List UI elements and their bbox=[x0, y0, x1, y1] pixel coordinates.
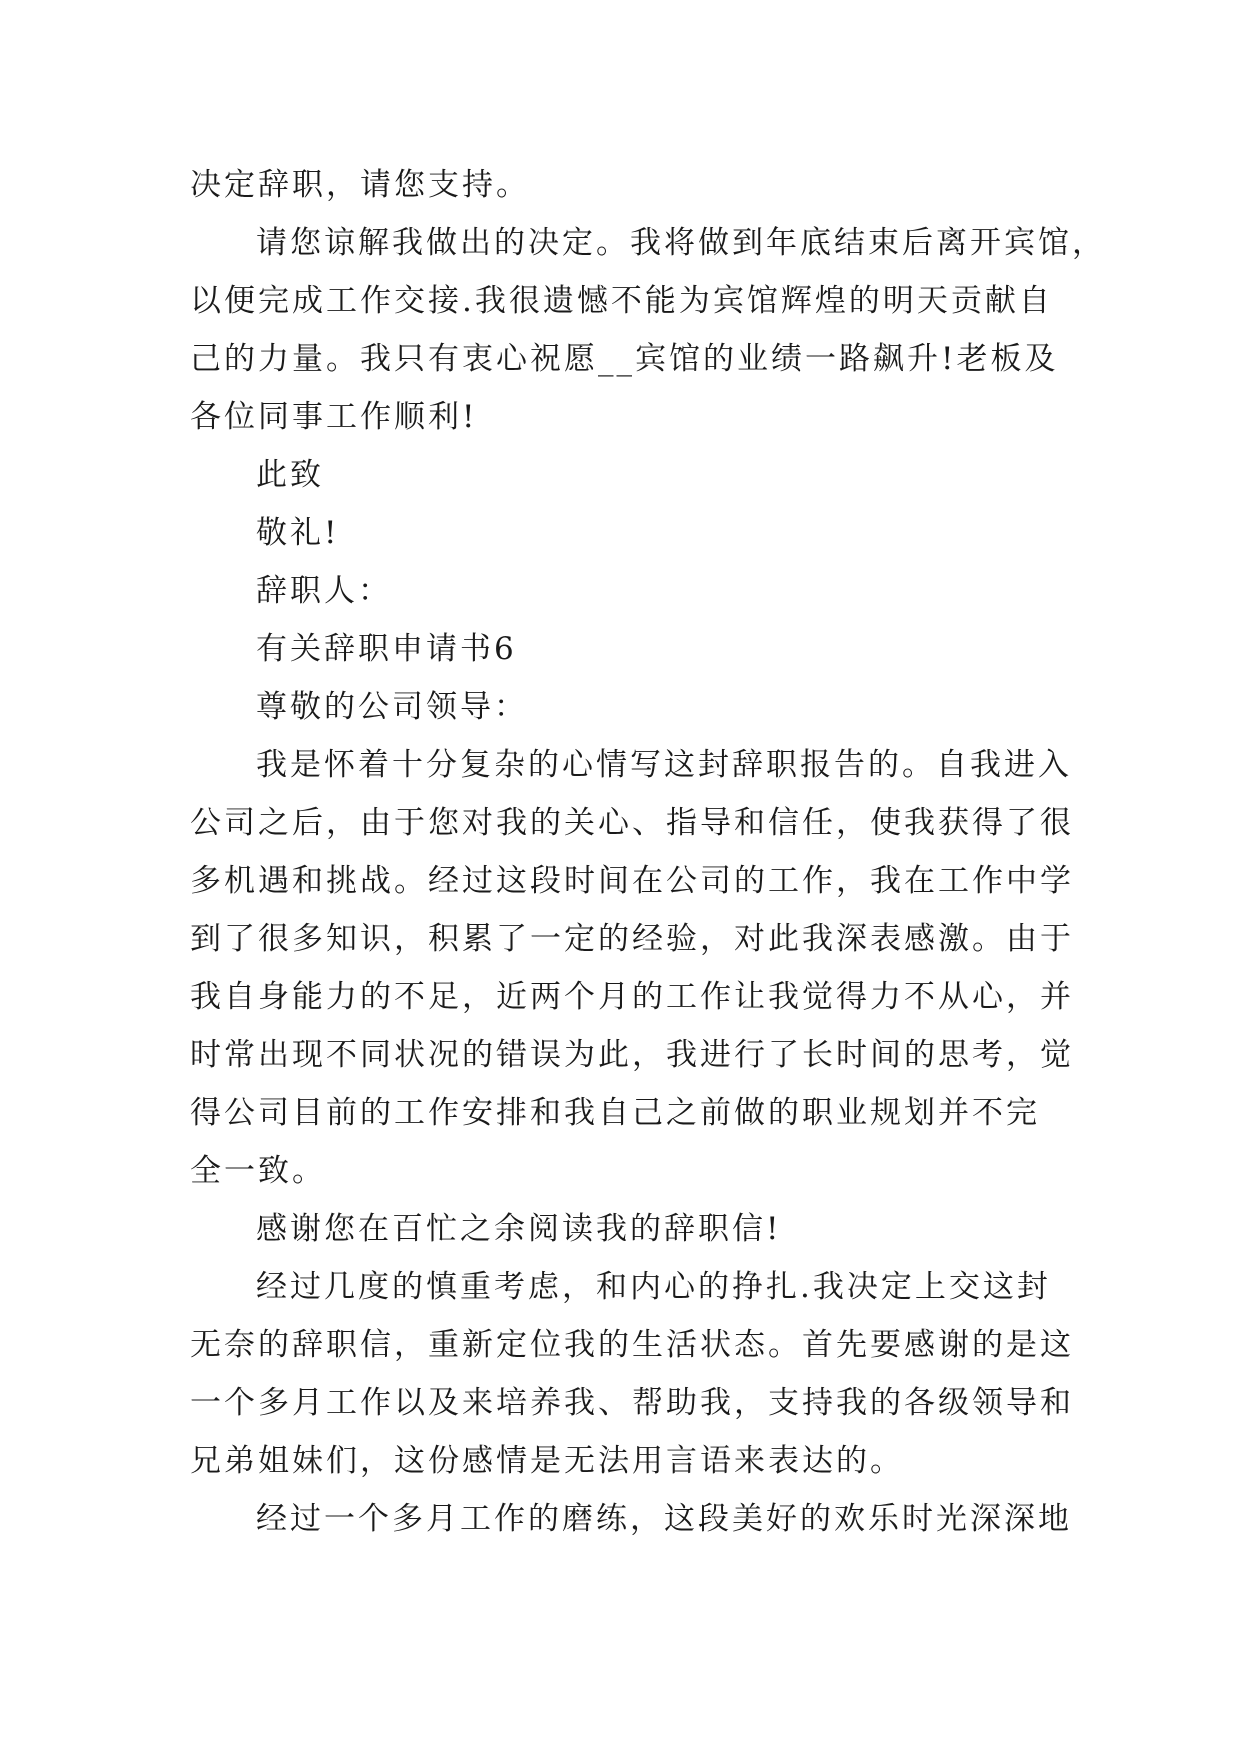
section-heading: 有关辞职申请书6 bbox=[256, 631, 517, 667]
text-line: 到了很多知识，积累了一定的经验，对此我深表感激。由于 bbox=[190, 921, 1074, 957]
text-line: 我自身能力的不足，近两个月的工作让我觉得力不从心，并 bbox=[190, 979, 1074, 1015]
text-line: 时常出现不同状况的错误为此，我进行了长时间的思考，觉 bbox=[190, 1037, 1074, 1073]
text-line: 兄弟姐妹们，这份感情是无法用言语来表达的。 bbox=[190, 1443, 904, 1479]
closing-regards: 敬礼! bbox=[256, 515, 340, 551]
text-line: 请您谅解我做出的决定。我将做到年底结束后离开宾馆， bbox=[256, 225, 1106, 261]
text-line: 得公司目前的工作安排和我自己之前做的职业规划并不完 bbox=[190, 1095, 1040, 1131]
text-line: 全一致。 bbox=[190, 1153, 326, 1189]
text-line: 决定辞职，请您支持。 bbox=[190, 167, 530, 203]
text-line: 我是怀着十分复杂的心情写这封辞职报告的。自我进入 bbox=[256, 747, 1072, 783]
text-line: 以便完成工作交接.我很遗憾不能为宾馆辉煌的明天贡献自 bbox=[190, 283, 1053, 319]
text-line: 各位同事工作顺利! bbox=[190, 399, 478, 435]
text-line: 无奈的辞职信，重新定位我的生活状态。首先要感谢的是这 bbox=[190, 1327, 1074, 1363]
text-line: 感谢您在百忙之余阅读我的辞职信! bbox=[256, 1211, 782, 1247]
text-line: 多机遇和挑战。经过这段时间在公司的工作，我在工作中学 bbox=[190, 863, 1074, 899]
text-line: 己的力量。我只有衷心祝愿__宾馆的业绩一路飙升!老板及 bbox=[190, 341, 1059, 377]
text-line: 经过几度的慎重考虑，和内心的挣扎.我决定上交这封 bbox=[256, 1269, 1051, 1305]
closing-salutation: 此致 bbox=[256, 457, 324, 493]
text-line: 一个多月工作以及来培养我、帮助我，支持我的各级领导和 bbox=[190, 1385, 1074, 1421]
text-line: 经过一个多月工作的磨练，这段美好的欢乐时光深深地 bbox=[256, 1501, 1072, 1537]
signature-label: 辞职人： bbox=[256, 573, 392, 609]
document-body bbox=[190, 156, 1106, 1548]
greeting: 尊敬的公司领导： bbox=[256, 689, 528, 725]
text-line: 公司之后，由于您对我的关心、指导和信任，使我获得了很 bbox=[190, 805, 1074, 841]
